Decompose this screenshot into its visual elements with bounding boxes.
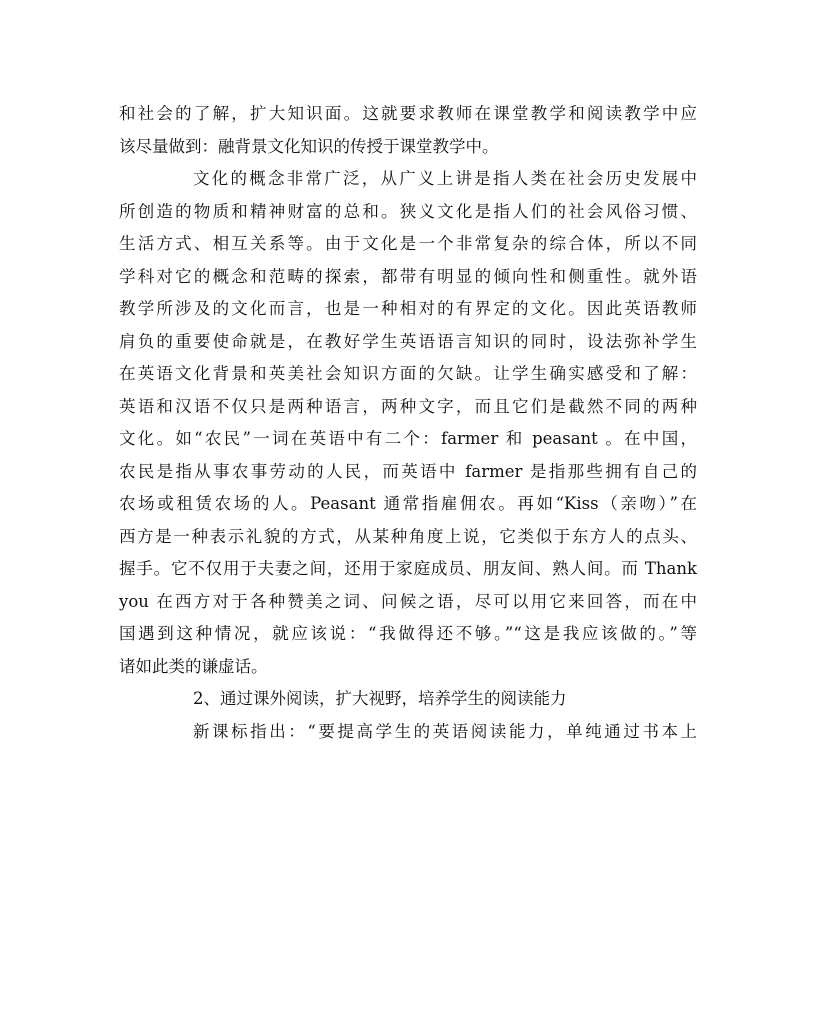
text-line: 和社会的了解，扩大知识面。这就要求教师在课堂教学和阅读教学中应 <box>119 104 697 123</box>
text-line: 该尽量做到：融背景文化知识的传授于课堂教学中。 <box>119 136 499 156</box>
section-heading: 2、通过课外阅读，扩大视野，培养学生的阅读能力 <box>193 689 567 708</box>
text-line: 肩负的重要使命就是，在教好学生英语语言知识的同时，设法弥补学生 <box>119 331 697 351</box>
text-line: 农场或租赁农场的人。Peasant 通常指雇佣农。再如“Kiss（亲吻）”在 <box>119 494 697 513</box>
text-line: 所创造的物质和精神财富的总和。狭义文化是指人们的社会风俗习惯、 <box>119 201 697 221</box>
text-line: 文化。如“农民”一词在英语中有二个：farmer 和 peasant 。在中国， <box>119 429 697 448</box>
text-line: 英语和汉语不仅只是两种语言，两种文字，而且它们是截然不同的两种 <box>119 396 697 416</box>
text-line: 文化的概念非常广泛，从广义上讲是指人类在社会历史发展中 <box>193 169 697 188</box>
text-line: 学科对它的概念和范畴的探索，都带有明显的倾向性和侧重性。就外语 <box>119 266 697 286</box>
text-line: 握手。它不仅用于夫妻之间，还用于家庭成员、朋友间、熟人间。而 Thank <box>119 559 697 578</box>
text-line: 教学所涉及的文化而言，也是一种相对的有界定的文化。因此英语教师 <box>119 299 697 318</box>
text-line: you 在西方对于各种赞美之词、问候之语，尽可以用它来回答，而在中 <box>119 591 697 611</box>
text-line: 国遇到这种情况，就应该说：“我做得还不够。”“这是我应该做的。”等 <box>119 624 697 643</box>
text-line: 在英语文化背景和英美社会知识方面的欠缺。让学生确实感受和了解： <box>119 364 697 383</box>
text-line: 西方是一种表示礼貌的方式，从某种角度上说，它类似于东方人的点头、 <box>119 526 697 546</box>
text-line: 诸如此类的谦虚话。 <box>119 656 268 676</box>
text-line: 农民是指从事农事劳动的人民，而英语中 farmer 是指那些拥有自己的 <box>119 461 697 481</box>
text-line: 生活方式、相互关系等。由于文化是一个非常复杂的综合体，所以不同 <box>119 234 697 253</box>
document-body <box>119 98 697 748</box>
text-line: 新课标指出：“要提高学生的英语阅读能力，单纯通过书本上 <box>193 721 697 741</box>
